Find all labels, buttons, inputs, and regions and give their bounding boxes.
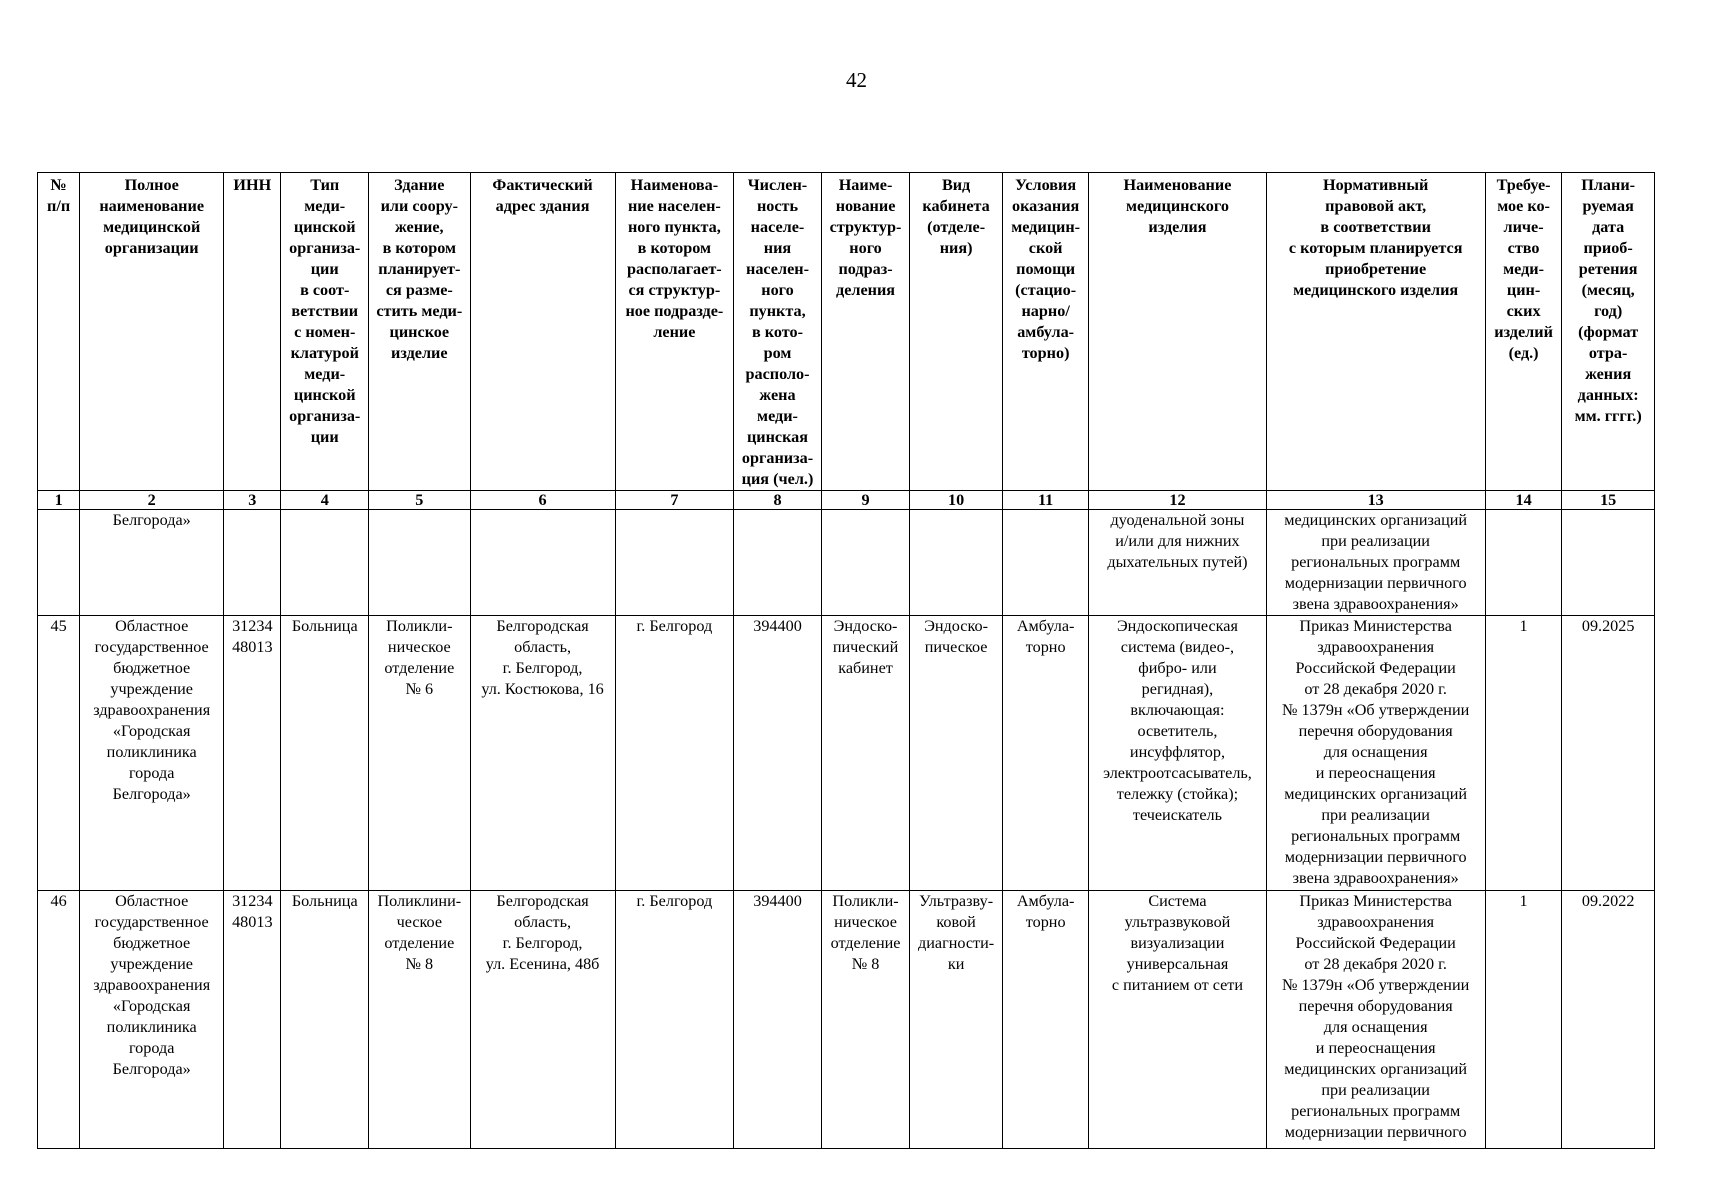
table-cell: Поликлини- ческое отделение № 8 (369, 891, 471, 1149)
table-cell: медицинских организаций при реализации региональных программ модернизации первичного звена здравоохранения» (1266, 510, 1485, 616)
column-number: 6 (470, 491, 615, 510)
column-number: 1 (38, 491, 80, 510)
table-cell: г. Белгород (615, 891, 734, 1149)
header-cell: Числен- ность населе- ния населен- ного пункта, в кото- ром располо- жена меди- цинская организа- ция (чел.) (734, 173, 822, 491)
header-cell: Условия оказания медицин- ской помощи (стацио- нарно/ амбула- торно) (1002, 173, 1089, 491)
table-cell: Эндоско- пическое (910, 616, 1003, 891)
column-number: 8 (734, 491, 822, 510)
table-cell: 31234 48013 (224, 891, 281, 1149)
header-cell: Требуе- мое ко- личе- ство меди- цин- ских изделий (ед.) (1485, 173, 1561, 491)
table-cell: 31234 48013 (224, 616, 281, 891)
table-cell: 46 (38, 891, 80, 1149)
column-number: 13 (1266, 491, 1485, 510)
column-number: 12 (1089, 491, 1266, 510)
table-cell: 1 (1485, 616, 1561, 891)
column-number: 2 (80, 491, 224, 510)
column-number: 5 (369, 491, 471, 510)
header-cell: Вид кабинета (отделе- ния) (910, 173, 1003, 491)
header-cell: Тип меди- цинской организа- ции в соот- ветствии с номен- клатурой меди- цинской организа- ции (281, 173, 369, 491)
table-cell: 394400 (734, 891, 822, 1149)
table-cell: дуоденальной зоны и/или для нижних дыхательных путей) (1089, 510, 1266, 616)
table-cell: Поликли- ническое отделение № 8 (821, 891, 910, 1149)
header-cell: Наименование медицинского изделия (1089, 173, 1266, 491)
table-cell (224, 510, 281, 616)
table-cell: Больница (281, 616, 369, 891)
table-cell: Поликли- ническое отделение № 6 (369, 616, 471, 891)
header-row (38, 173, 1655, 491)
table-cell (615, 510, 734, 616)
header-cell: Плани- руемая дата приоб- ретения (месяц, год) (формат отра- жения данных: мм. гггг.) (1562, 173, 1655, 491)
table-cell (1002, 510, 1089, 616)
table-cell: Ультразву- ковой диагности- ки (910, 891, 1003, 1149)
table-cell (369, 510, 471, 616)
table-cell (734, 510, 822, 616)
table-cell: Белгорода» (80, 510, 224, 616)
column-number: 11 (1002, 491, 1089, 510)
table-cell: 1 (1485, 891, 1561, 1149)
table-cell: Амбула- торно (1002, 616, 1089, 891)
table-cell: Эндоско- пический кабинет (821, 616, 910, 891)
header-cell: Полное наименование медицинской организации (80, 173, 224, 491)
table-cell: 09.2025 (1562, 616, 1655, 891)
table-cell: Приказ Министерства здравоохранения Российской Федерации от 28 декабря 2020 г. № 1379н «Об утверждении перечня оборудования для оснащения и переоснащения медицинских организаций при реализации региональных программ модернизации первичного (1266, 891, 1485, 1149)
table-cell: Областное государственное бюджетное учреждение здравоохранения «Городская поликлиника города Белгорода» (80, 616, 224, 891)
header-cell: № п/п (38, 173, 80, 491)
header-cell: Нормативный правовой акт, в соответствии с которым планируется приобретение медицинского изделия (1266, 173, 1485, 491)
table-cell: г. Белгород (615, 616, 734, 891)
table-cell: Белгородская область, г. Белгород, ул. Есенина, 48б (470, 891, 615, 1149)
column-number: 15 (1562, 491, 1655, 510)
table-row (38, 616, 1655, 891)
table-cell: 09.2022 (1562, 891, 1655, 1149)
table-cell: Приказ Министерства здравоохранения Российской Федерации от 28 декабря 2020 г. № 1379н «Об утверждении перечня оборудования для оснащения и переоснащения медицинских организаций при реализации региональных программ модернизации первичного звена здравоохранения» (1266, 616, 1485, 891)
header-cell: ИНН (224, 173, 281, 491)
column-number: 4 (281, 491, 369, 510)
table-cell (470, 510, 615, 616)
table-cell: Областное государственное бюджетное учреждение здравоохранения «Городская поликлиника города Белгорода» (80, 891, 224, 1149)
column-number-row (38, 491, 1655, 510)
table-cell (1485, 510, 1561, 616)
page-number: 42 (846, 68, 867, 92)
table-cell (38, 510, 80, 616)
column-number: 3 (224, 491, 281, 510)
header-cell: Фактический адрес здания (470, 173, 615, 491)
column-number: 14 (1485, 491, 1561, 510)
table-cell: 45 (38, 616, 80, 891)
table-cell: Амбула- торно (1002, 891, 1089, 1149)
table-cell: 394400 (734, 616, 822, 891)
table-cell: Белгородская область, г. Белгород, ул. Костюкова, 16 (470, 616, 615, 891)
header-cell: Здание или соору- жение, в котором планирует- ся разме- стить меди- цинское изделие (369, 173, 471, 491)
table-cell: Эндоскопическая система (видео-, фибро- или регидная), включающая: осветитель, инсуффлятор, электроотсасыватель, тележку (стойка); течеискатель (1089, 616, 1266, 891)
header-cell: Наиме- нование структур- ного подраз- деления (821, 173, 910, 491)
table-cell: Больница (281, 891, 369, 1149)
column-number: 7 (615, 491, 734, 510)
table-cell: Система ультразвуковой визуализации универсальная с питанием от сети (1089, 891, 1266, 1149)
table-cell (1562, 510, 1655, 616)
table-row-continuation (38, 510, 1655, 616)
table-row (38, 891, 1655, 1149)
table-cell (821, 510, 910, 616)
equipment-table (37, 172, 1655, 1149)
table-cell (281, 510, 369, 616)
header-cell: Наименова- ние населен- ного пункта, в котором располагает- ся структур- ное подразде- ление (615, 173, 734, 491)
column-number: 10 (910, 491, 1003, 510)
column-number: 9 (821, 491, 910, 510)
table-cell (910, 510, 1003, 616)
